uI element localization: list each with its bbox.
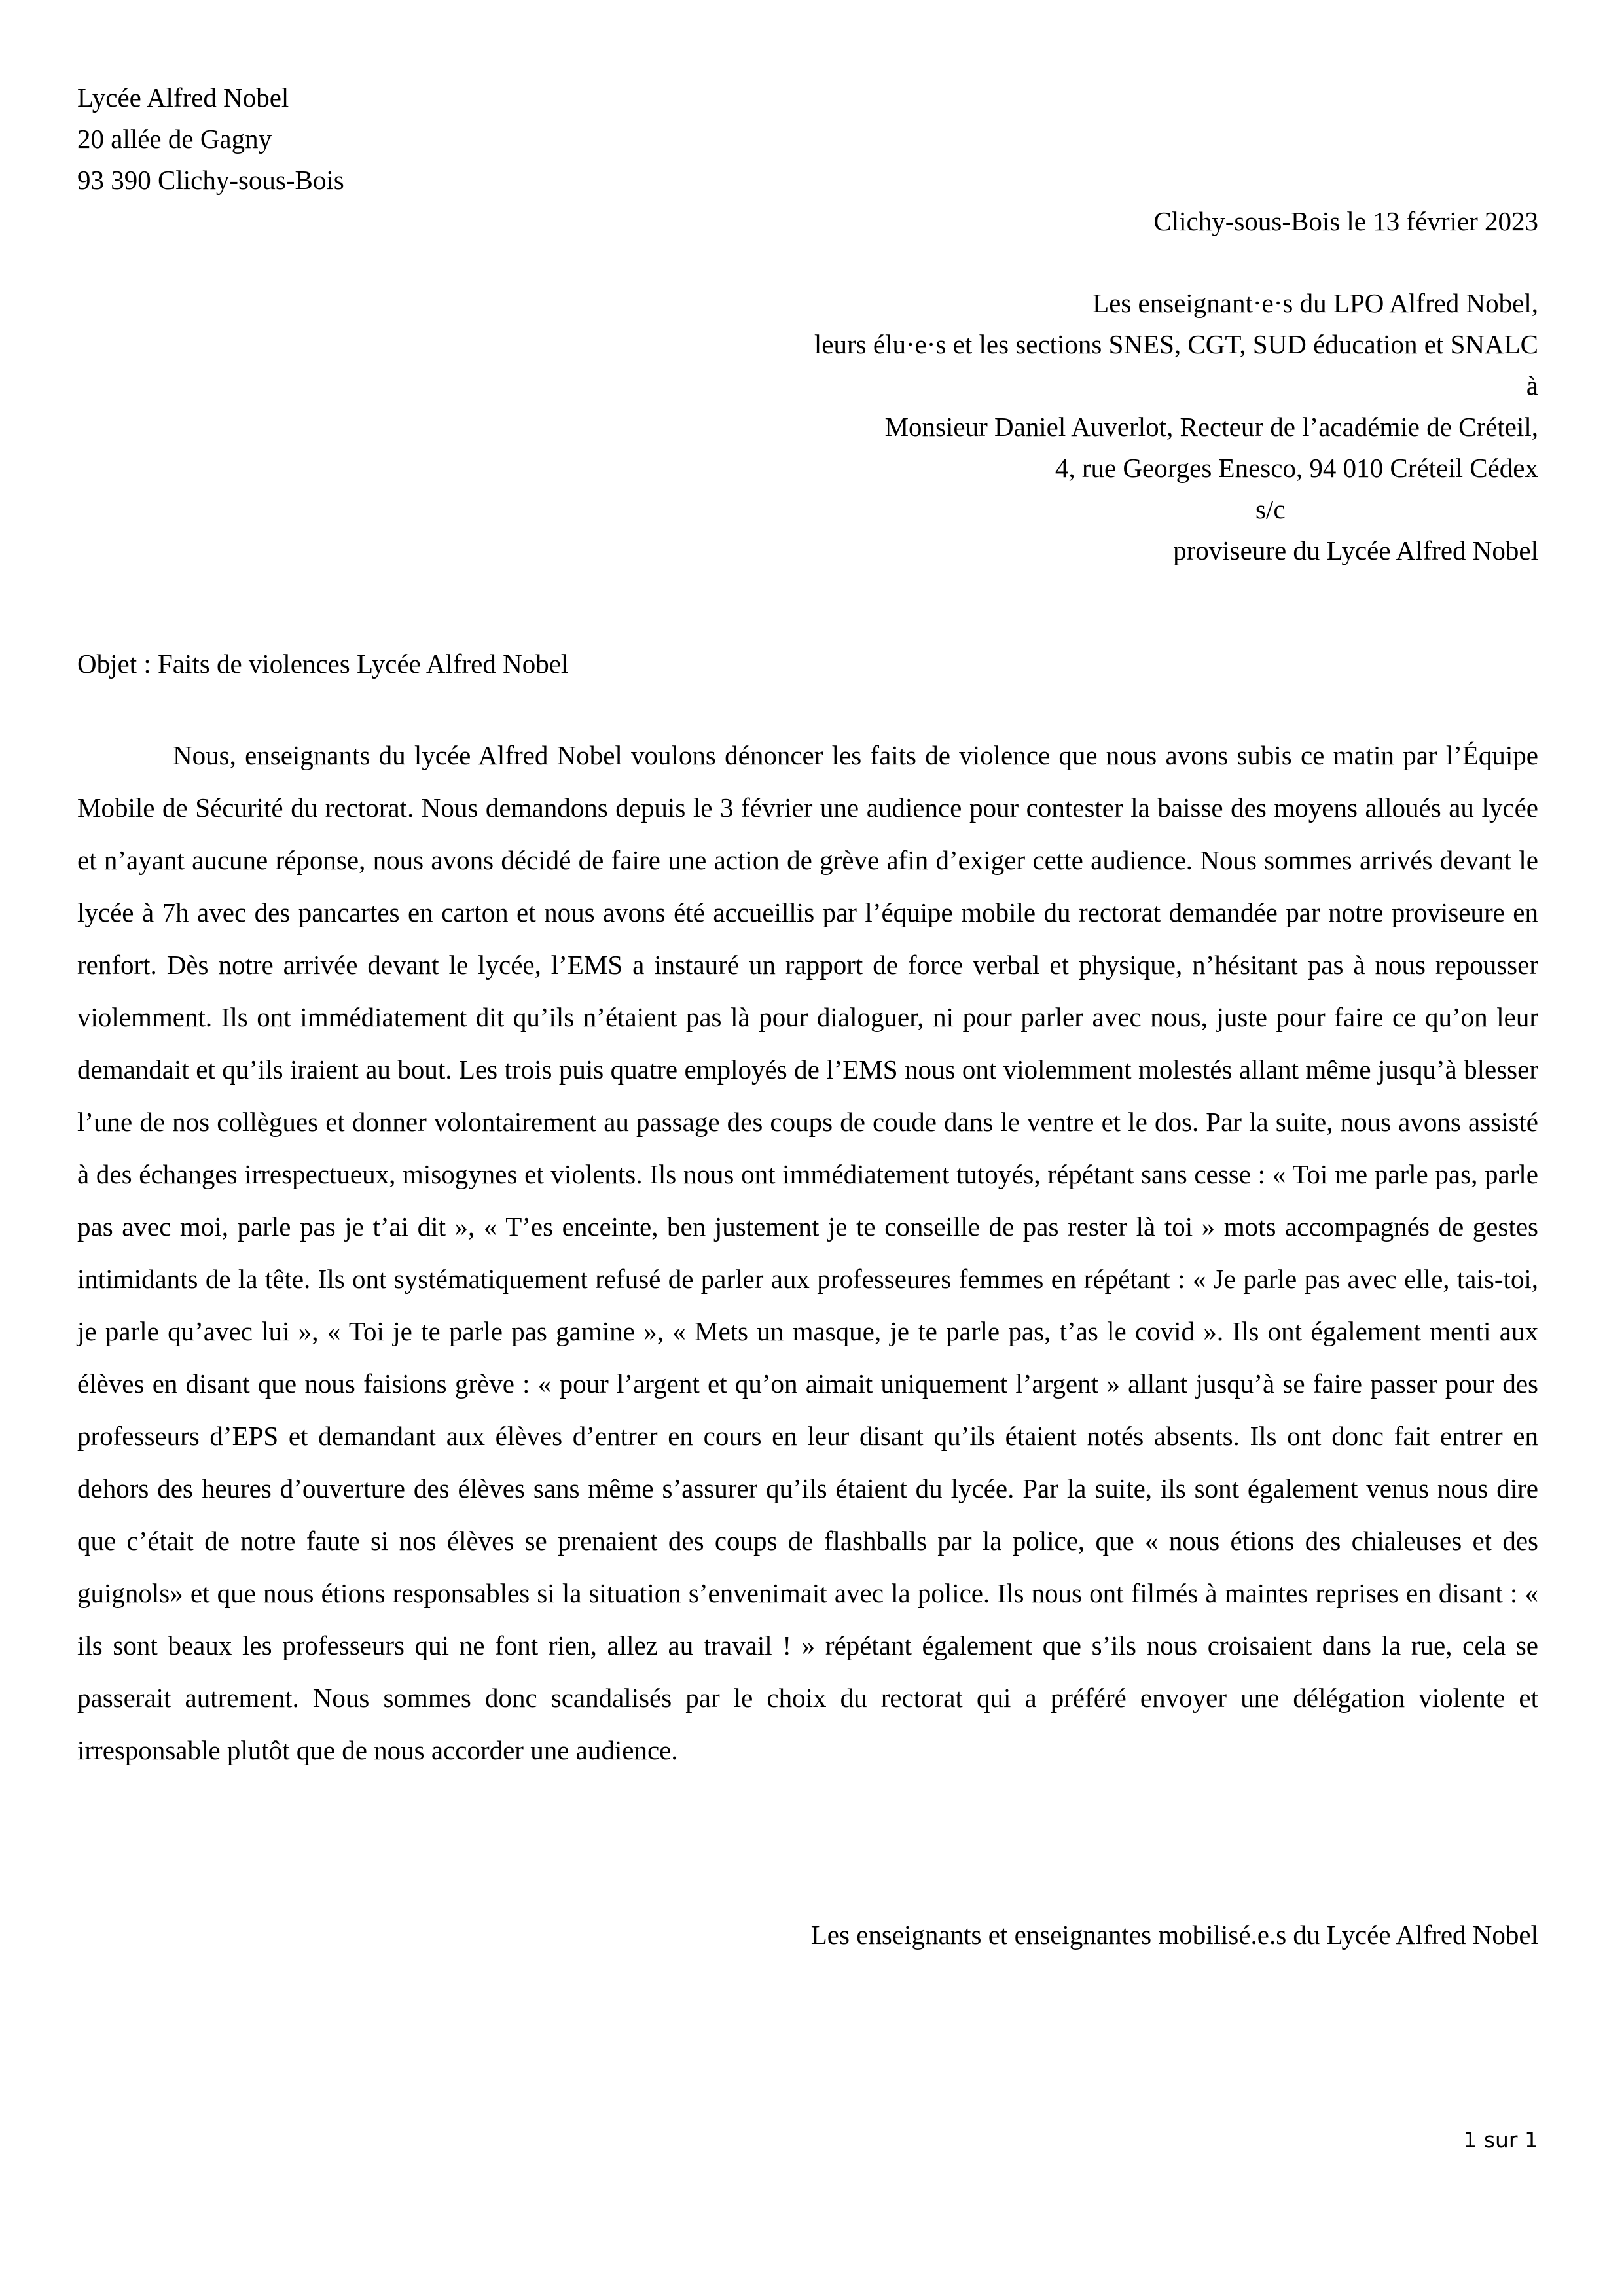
recipient-line: à [1526, 370, 1538, 401]
sender-name: Lycée Alfred Nobel [77, 82, 289, 113]
recipient-line: proviseure du Lycée Alfred Nobel [1173, 535, 1538, 565]
letter-body: Nous, enseignants du lycée Alfred Nobel voulons dénoncer les faits de violence que nous avons subis ce matin par l’Équipe Mobile de Sécurité du rectorat. Nous demandons depuis le 3 février une audience pour contester la baisse des moyens alloués au lycée et n’ayant aucune réponse, nous avons décidé de faire une action de grève afin d’exiger cette audience. Nous sommes arrivés devant le lycée à 7h avec des pancartes en carton et nous avons été accueillis par l’équipe mobile du rectorat demandée par notre proviseure en renfort. Dès notre arrivée devant le lycée, l’EMS a instauré un rapport de force verbal et physique, n’hésitant pas à nous repousser violemment. Ils ont immédiatement dit qu’ils n’étaient pas là pour dialoguer, ni pour parler avec nous, juste pour faire ce qu’on leur demandait et qu’ils iraient au bout. Les trois puis quatre employés de l’EMS nous ont violemment molestés allant même jusqu’à blesser l’une de nos collègues et donner volontairement au passage des coups de coude dans le ventre et le dos. Par la suite, nous avons assisté à des échanges irrespectueux, misogynes et violents. Ils nous ont immédiatement tutoyés, répétant sans cesse : « Toi me parle pas, parle pas avec moi, parle pas je t’ai dit », « T’es enceinte, ben justement je te conseille de pas rester là toi » mots accompagnés de gestes intimidants de la tête. Ils ont systématiquement refusé de parler aux professeures femmes en répétant : « Je parle pas avec elle, tais-toi, je parle qu’avec lui », « Toi je te parle pas gamine », « Mets un masque, je te parle pas, t’as le covid ». Ils ont également menti aux élèves en disant que nous faisions grève : « pour l’argent et qu’on aimait uniquement l’argent » allant jusqu’à se faire passer pour des professeurs d’EPS et demandant aux élèves d’entrer en cours en leur disant qu’ils étaient notés absents. Ils ont donc fait entrer en dehors des heures d’ouverture des élèves sans même s’assurer qu’ils étaient du lycée. Par la suite, ils sont également venus nous dire que c’était de notre faute si nos élèves se prenaient des coups de flashballs par la police, que « nous étions des chialeuses et des guignols» et que nous étions responsables si la situation s’envenimait avec la police. Ils nous ont filmés à maintes reprises en disant : « ils sont beaux les professeurs qui ne font rien, allez au travail ! » répétant également que s’ils nous croisaient dans la rue, cela se passerait autrement. Nous sommes donc scandalisés par le choix du rectorat qui a préféré envoyer une délégation violente et irresponsable plutôt que de nous accorder une audience. [77, 740, 1538, 1765]
signature: Les enseignants et enseignantes mobilisé.e.s du Lycée Alfred Nobel [810, 1920, 1538, 1950]
sender-city: 93 390 Clichy-sous-Bois [77, 165, 344, 195]
recipient-line: Les enseignant·e·s du LPO Alfred Nobel, [1092, 288, 1538, 318]
sender-address [77, 77, 344, 201]
subject-line: Objet : Faits de violences Lycée Alfred Nobel [77, 649, 569, 679]
recipient-block [556, 283, 1538, 571]
recipient-line: Monsieur Daniel Auverlot, Recteur de l’académie de Créteil, [884, 412, 1538, 442]
recipient-line-sc: s/c [1255, 494, 1286, 524]
date-line: Clichy-sous-Bois le 13 février 2023 [1153, 206, 1538, 236]
sender-street: 20 allée de Gagny [77, 124, 272, 154]
recipient-line: leurs élu·e·s et les sections SNES, CGT, SUD éducation et SNALC [814, 329, 1538, 359]
recipient-line: 4, rue Georges Enesco, 94 010 Créteil Cédex [1055, 453, 1538, 483]
page-number: 1 sur 1 [1463, 2127, 1538, 2153]
